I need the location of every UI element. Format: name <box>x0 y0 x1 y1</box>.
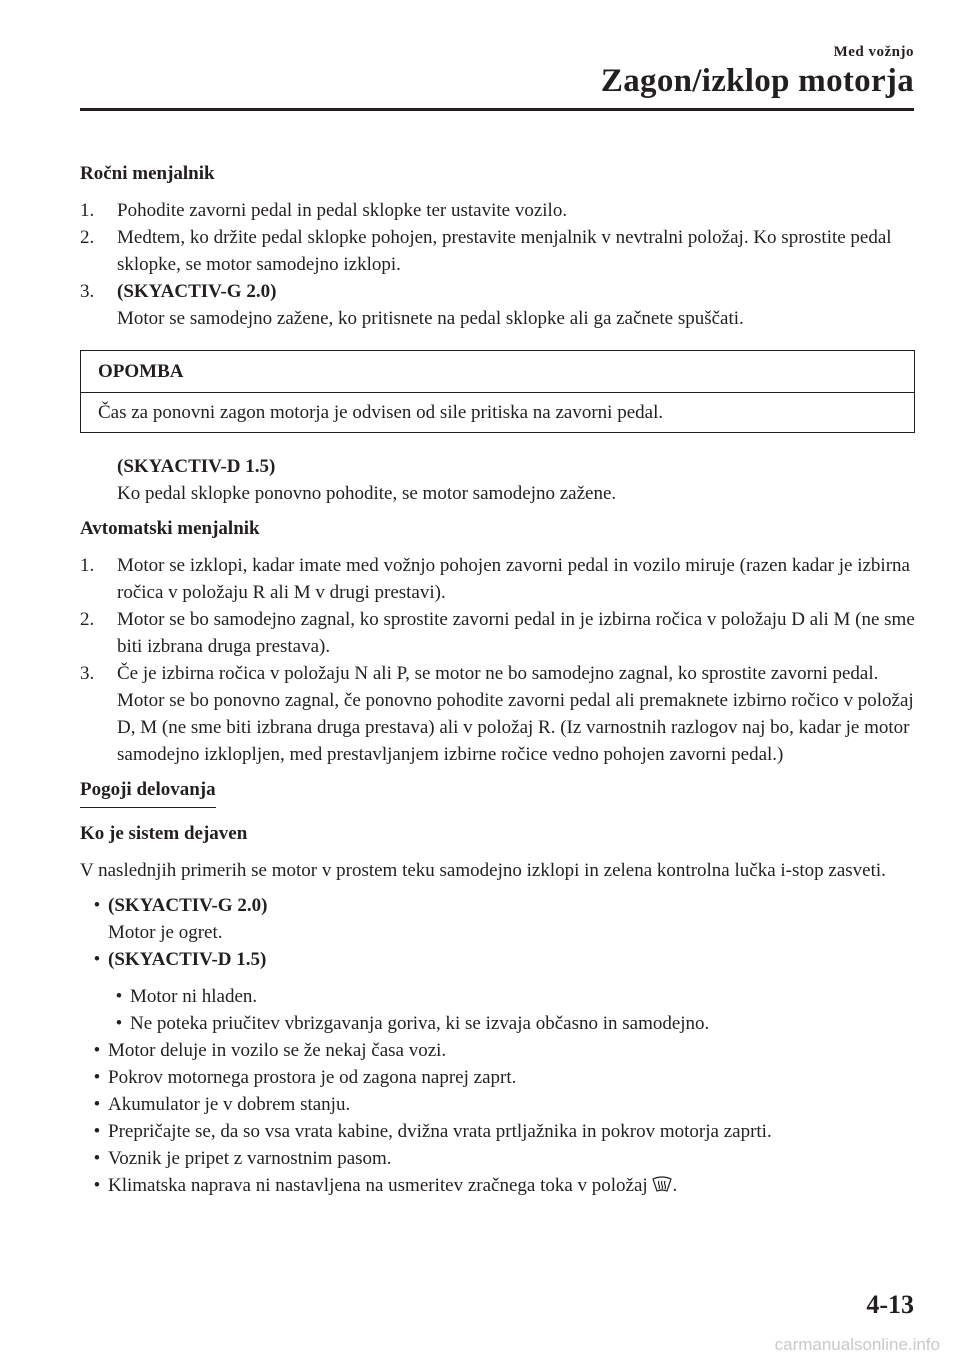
step-text: Pohodite zavorni pedal in pedal sklopke ter ustavite vozilo. <box>117 200 568 221</box>
list-item <box>80 983 915 1010</box>
bullet: • <box>115 986 123 1007</box>
page-content <box>80 160 915 1199</box>
step-number: 1. <box>80 555 95 576</box>
list-item <box>80 1145 915 1172</box>
bullet: • <box>93 1067 101 1088</box>
note-text: Čas za ponovni zagon motorja je odvisen od sile pritiska na zavorni pedal. <box>98 402 664 423</box>
list-item-text-wrap <box>108 1172 915 1199</box>
bullet: • <box>93 1094 101 1115</box>
page-number: 4-13 <box>866 1290 914 1319</box>
step-text: Motor se bo samodejno zagnal, ko sprostite zavorni pedal in je izbirna ročica v položaju D ali M (ne sme biti izbrana druga prestava). <box>117 609 915 657</box>
step-number: 1. <box>80 200 95 221</box>
list-item-end: . <box>672 1175 678 1196</box>
watermark: carmanualsonline.info <box>774 1335 940 1354</box>
list-item <box>80 946 915 973</box>
bullet: • <box>93 1040 101 1061</box>
list-item-text: Klimatska naprava ni nastavljena na usmeritev zračnega toka v položaj <box>108 1175 648 1196</box>
step-text: Motor se izklopi, kadar imate med vožnjo pohojen zavorni pedal in vozilo miruje (razen kadar je izbirna ročica v položaju R ali M v drugi prestavi). <box>117 555 910 603</box>
conditions-heading: Pogoji delovanja <box>80 776 216 808</box>
note-box <box>80 350 915 433</box>
list-item <box>80 1091 915 1118</box>
list-item-text: Ne poteka priučitev vbrizgavanja goriva, ki se izvaja občasno in samodejno. <box>130 1013 710 1034</box>
list-item-text: Motor ni hladen. <box>130 986 258 1007</box>
list-item-text: Prepričajte se, da so vsa vrata kabine, dvižna vrata prtljažnika in pokrov motorja zaprti. <box>108 1121 772 1142</box>
automatic-step-2 <box>80 606 915 660</box>
note-title: OPOMBA <box>81 351 914 393</box>
step-number: 3. <box>80 663 95 684</box>
engine-label: (SKYACTIV-G 2.0) <box>108 895 268 916</box>
step-number: 2. <box>80 609 95 630</box>
manual-step-1 <box>80 197 915 224</box>
engine-label: (SKYACTIV-D 1.5) <box>117 456 276 477</box>
automatic-heading: Avtomatski menjalnik <box>80 518 260 539</box>
list-item <box>80 1064 915 1091</box>
automatic-step-1 <box>80 552 915 606</box>
step-number: 3. <box>80 281 95 302</box>
list-item-text: Voznik je pripet z varnostnim pasom. <box>108 1148 392 1169</box>
engine-label: (SKYACTIV-G 2.0) <box>117 281 277 302</box>
list-item-text: Akumulator je v dobrem stanju. <box>108 1094 351 1115</box>
manual-step-2 <box>80 224 915 278</box>
engine-label: (SKYACTIV-D 1.5) <box>108 949 267 970</box>
step-number: 2. <box>80 227 95 248</box>
bullet: • <box>115 1013 123 1034</box>
list-item-text: Pokrov motornega prostora je od zagona naprej zaprt. <box>108 1067 517 1088</box>
header-rule <box>80 108 914 111</box>
bullet: • <box>93 1175 101 1196</box>
conditions-sub-heading: Ko je sistem dejaven <box>80 823 248 844</box>
manual-step-3 <box>80 278 915 332</box>
page-header <box>601 44 914 100</box>
chapter-title: Zagon/izklop motorja <box>600 63 914 99</box>
section-title: Med vožnjo <box>833 44 914 60</box>
step-text: Če je izbirna ročica v položaju N ali P, se motor ne bo samodejno zagnal, ko sprostite zavorni pedal. Motor se bo ponovno zagnal, če ponovno pohodite zavorni pedal ali premaknete izbirno ročico v položaj D, M (ne sme biti izbrana druga prestava) ali v položaj R. (Iz varnostnih razlogov naj bo, kadar je motor samodejno izklopljen, med prestavljanjem izbirne ročice vedno pohojen zavorni pedal.) <box>117 663 914 765</box>
list-item <box>80 1010 915 1037</box>
step-text: Medtem, ko držite pedal sklopke pohojen, prestavite menjalnik v nevtralni položaj. Ko sprostite pedal sklopke, se motor samodejno izklopi. <box>117 227 892 275</box>
manual-heading: Ročni menjalnik <box>80 163 215 184</box>
conditions-intro: V naslednjih primerih se motor v prostem teku samodejno izklopi in zelena kontrolna lučka i-stop zasveti. <box>80 860 886 881</box>
list-item <box>80 1172 915 1199</box>
list-item <box>80 1118 915 1145</box>
automatic-step-3 <box>80 660 915 768</box>
list-item-text: Motor deluje in vozilo se že nekaj časa vozi. <box>108 1040 447 1061</box>
manual-d15 <box>80 453 915 507</box>
g20-text: Motor je ogret. <box>108 922 223 943</box>
step-body <box>117 278 915 332</box>
list-item <box>80 892 915 919</box>
bullet: • <box>93 1121 101 1142</box>
conditions-heading-wrap <box>80 776 915 808</box>
bullet: • <box>93 895 101 916</box>
d15-text: Ko pedal sklopke ponovno pohodite, se motor samodejno zažene. <box>117 483 617 504</box>
step-text: Motor se samodejno zažene, ko pritisnete na pedal sklopke ali ga začnete spuščati. <box>117 308 744 329</box>
bullet: • <box>93 1148 101 1169</box>
bullet: • <box>93 949 101 970</box>
list-item <box>80 1037 915 1064</box>
windshield-defroster-icon <box>652 1175 672 1193</box>
